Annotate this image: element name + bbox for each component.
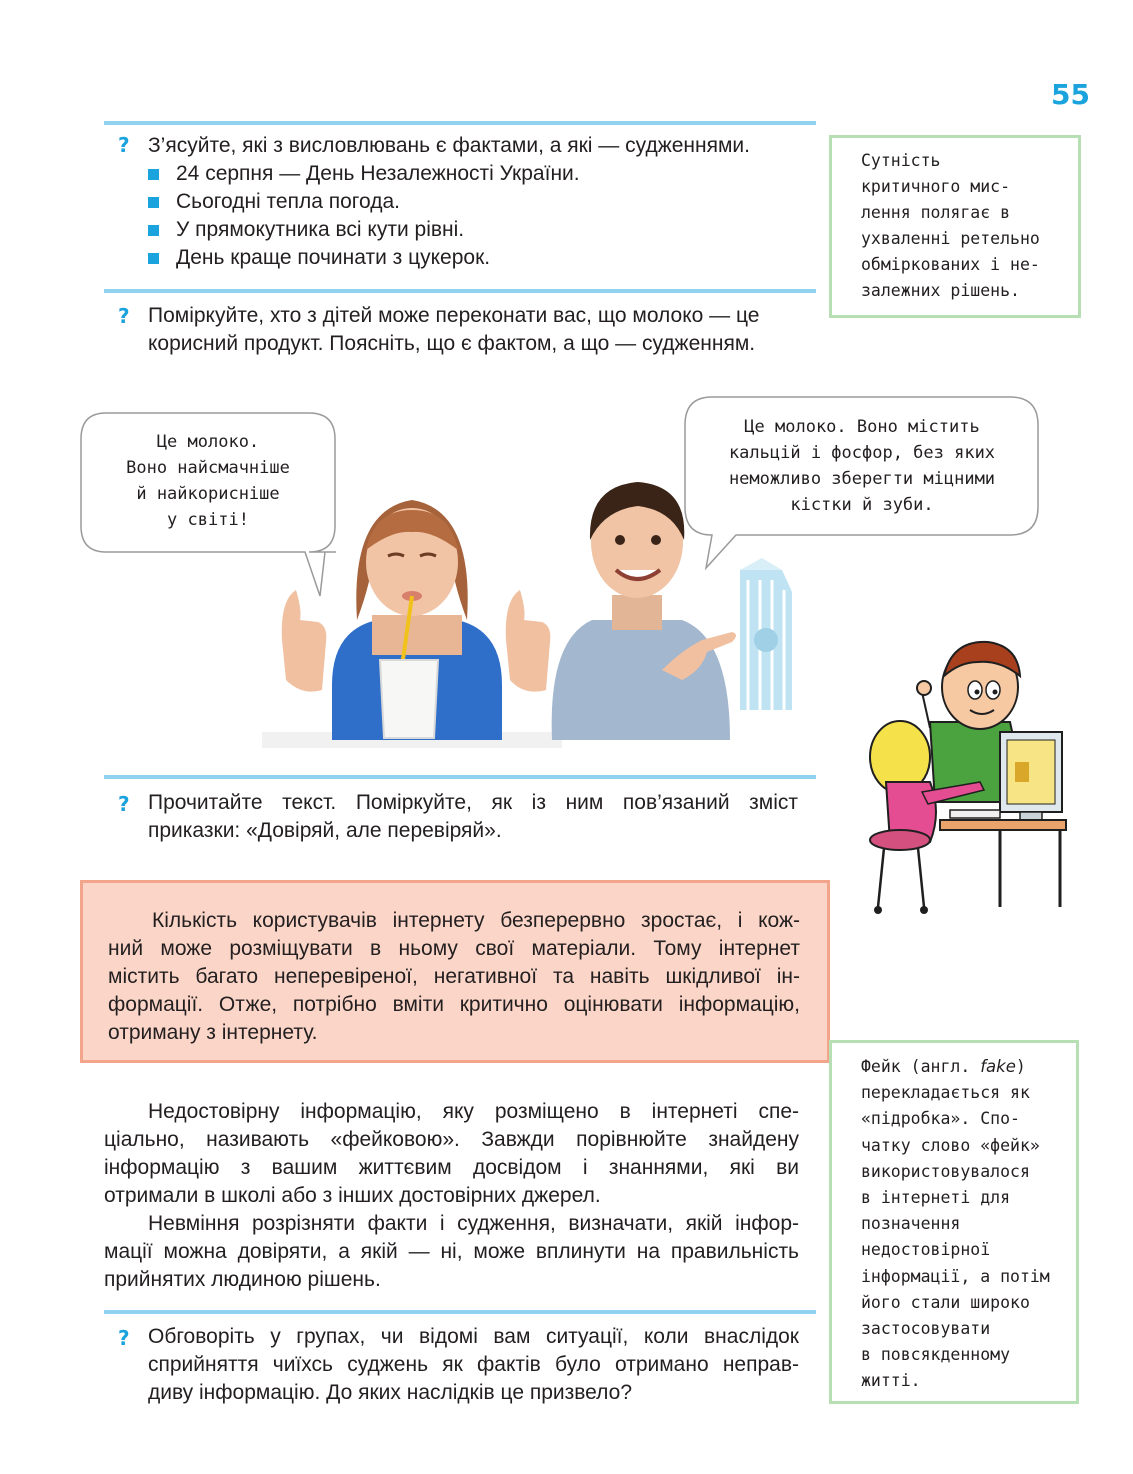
question-4-text bbox=[148, 1323, 799, 1407]
bubble-line: неможливо зберегти міцними bbox=[728, 469, 996, 489]
definition-box-critical-thinking bbox=[829, 135, 1081, 318]
question-4-line: сприйняття чиїхсь суджень як фактів було отримано неправ- bbox=[148, 1353, 799, 1376]
bubble-line: Це молоко. Воно містить bbox=[744, 417, 980, 437]
bubble-line: кальцій і фосфор, без яких bbox=[728, 443, 996, 463]
info-line: ний може розміщувати в ньому свої матеріали. Тому інтернет bbox=[108, 937, 800, 960]
definition-line: застосовувати bbox=[861, 1319, 991, 1339]
kids-computer-cartoon bbox=[860, 632, 1070, 922]
question-3-text bbox=[148, 789, 798, 845]
question-mark-icon: ? bbox=[118, 1326, 130, 1350]
info-box-internet bbox=[80, 880, 830, 1063]
definition-line: позначення bbox=[861, 1214, 961, 1234]
paragraph-line: Недостовірну інформацію, яку розміщено в інтернеті спе- bbox=[148, 1100, 799, 1123]
bubble-line: у світі! bbox=[167, 510, 249, 530]
question-4-line: диву інформацію. До яких наслідків це призвело? bbox=[148, 1381, 632, 1404]
question-mark-icon: ? bbox=[118, 792, 130, 816]
bullet-square-icon bbox=[148, 253, 159, 264]
definition-line: в повсякденному bbox=[861, 1345, 1011, 1365]
info-line: містить багато неперевіреної, негативної та навіть шкідливої ін- bbox=[108, 965, 800, 988]
question-4-line: Обговоріть у групах, чи відомі вам ситуації, коли внаслідок bbox=[148, 1325, 799, 1348]
bubble-line: кістки й зуби. bbox=[790, 495, 934, 515]
info-line: Кількість користувачів інтернету безперервно зростає, і кож- bbox=[152, 909, 800, 932]
definition-line: інформації, а потім bbox=[861, 1266, 1050, 1286]
definition-line: обміркованих і не- bbox=[861, 255, 1040, 274]
question-2-text bbox=[148, 302, 838, 358]
definition-line: його стали широко bbox=[861, 1292, 1030, 1312]
question-2-line: корисний продукт. Поясніть, що є фактом, а що — судженням. bbox=[148, 332, 756, 355]
paragraph-line: отримали в школі або з інших достовірних джерел. bbox=[104, 1184, 601, 1207]
definition-line: недостовірної bbox=[861, 1240, 991, 1260]
question-divider bbox=[104, 289, 816, 293]
boy-figure bbox=[552, 482, 792, 740]
list-item: День краще починати з цукерок. bbox=[176, 246, 491, 269]
definition-line: «підробка». Спо- bbox=[861, 1109, 1020, 1129]
list-item: Сьогодні тепла погода. bbox=[176, 190, 400, 213]
list-item: У прямокутника всі кути рівні. bbox=[176, 218, 465, 241]
definition-line: Сутність bbox=[861, 151, 941, 170]
question-divider bbox=[104, 1310, 816, 1314]
info-line: формації. Отже, потрібно вміти критично оцінювати інформацію, bbox=[108, 993, 800, 1016]
paragraph-line: ціально, називають «фейковою». Завжди порівнюйте знайдену bbox=[104, 1128, 799, 1151]
bubble-line: Це молоко. bbox=[156, 432, 260, 452]
list-item: 24 серпня — День Незалежності України. bbox=[176, 162, 580, 185]
definition-line: в інтернеті для bbox=[861, 1188, 1011, 1208]
definition-line: ухваленні ретельно bbox=[861, 229, 1040, 248]
definition-line: лення полягає в bbox=[861, 203, 1011, 222]
question-divider bbox=[104, 775, 816, 779]
question-divider bbox=[104, 121, 816, 125]
question-mark-icon: ? bbox=[118, 304, 130, 328]
question-2-line: Поміркуйте, хто з дітей може переконати вас, що молоко — це bbox=[148, 304, 760, 327]
definition-line: чатку слово «фейк» bbox=[861, 1135, 1040, 1155]
definition-line bbox=[861, 1054, 1076, 1080]
bullet-square-icon bbox=[148, 169, 159, 180]
definition-fake-prefix: Фейк (англ. bbox=[861, 1057, 981, 1076]
question-3-line: Прочитайте текст. Поміркуйте, як із ним пов’язаний зміст bbox=[148, 791, 798, 814]
bubble-line: Воно найсмачніше bbox=[126, 458, 290, 478]
info-line: отриману з інтернету. bbox=[108, 1021, 318, 1044]
definition-line: залежних рішень. bbox=[861, 281, 1020, 300]
definition-line: житті. bbox=[861, 1371, 921, 1391]
paragraph-line: прийнятих людиною рішень. bbox=[104, 1268, 381, 1291]
definition-line: використовувалося bbox=[861, 1161, 1030, 1181]
page-number: 55 bbox=[1051, 78, 1090, 111]
main-text bbox=[104, 1098, 799, 1294]
definition-fake-term: fake bbox=[980, 1057, 1016, 1076]
question-3-line: приказки: «Довіряй, але перевіряй». bbox=[148, 819, 502, 842]
children-milk-photo bbox=[262, 470, 802, 748]
info-box-text bbox=[108, 907, 800, 1047]
paragraph-line: мації можна довіряти, а якій — ні, може вплинути на правильність bbox=[104, 1240, 799, 1263]
paragraph-line: Невміння розрізняти факти і судження, визначати, якій інфор- bbox=[148, 1212, 799, 1235]
definition-line: критичного мис- bbox=[861, 177, 1011, 196]
bubble-line: й найкорисніше bbox=[136, 484, 280, 504]
paragraph-line: інформацію з вашим життєвим досвідом і знаннями, які ви bbox=[104, 1156, 799, 1179]
girl-figure bbox=[282, 500, 551, 740]
bullet-square-icon bbox=[148, 225, 159, 236]
definition-fake-suffix: ) bbox=[1015, 1057, 1026, 1076]
definition-box-fake bbox=[829, 1040, 1079, 1404]
definition-line: перекладається як bbox=[861, 1083, 1030, 1103]
question-mark-icon: ? bbox=[118, 133, 130, 157]
question-1-text: З’ясуйте, які з висловлювань є фактами, а які — судженнями. bbox=[148, 134, 750, 157]
bullet-square-icon bbox=[148, 197, 159, 208]
